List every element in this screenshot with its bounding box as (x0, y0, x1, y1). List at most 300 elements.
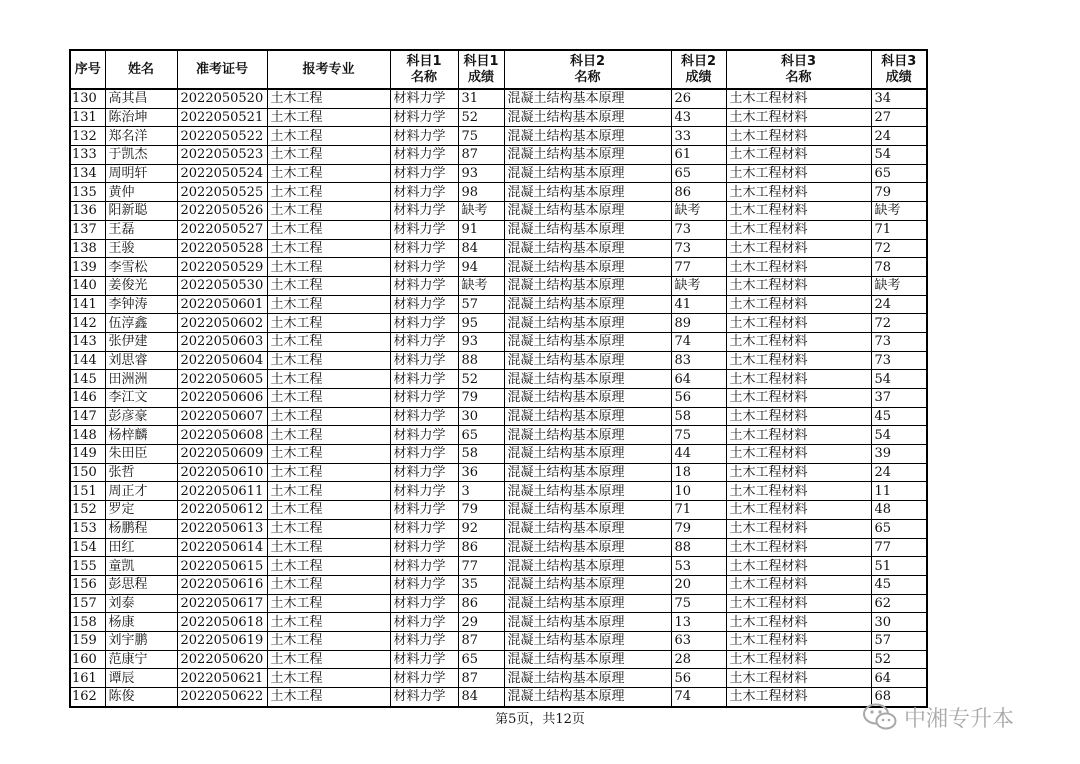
cell-subject3-score: 71 (871, 220, 927, 239)
cell-name: 李江文 (105, 389, 177, 408)
cell-subject1-score: 65 (458, 650, 504, 669)
cell-exam-id: 2022050613 (177, 519, 267, 538)
cell-subject3-score: 54 (871, 370, 927, 389)
cell-subject3-name: 土木工程材料 (726, 538, 871, 557)
cell-seq: 148 (70, 426, 105, 445)
cell-subject1-score: 94 (458, 258, 504, 277)
cell-exam-id: 2022050608 (177, 426, 267, 445)
table-row (70, 370, 927, 389)
cell-exam-id: 2022050622 (177, 688, 267, 707)
cell-subject1-score: 84 (458, 688, 504, 707)
header-name (105, 50, 177, 89)
cell-subject3-name: 土木工程材料 (726, 426, 871, 445)
cell-seq: 131 (70, 108, 105, 127)
cell-seq: 141 (70, 295, 105, 314)
cell-subject1-name: 材料力学 (390, 613, 458, 632)
cell-subject3-score: 39 (871, 445, 927, 464)
cell-subject1-name: 材料力学 (390, 482, 458, 501)
cell-subject2-score: 71 (671, 501, 726, 520)
cell-seq: 135 (70, 183, 105, 202)
header-text: 科目3 (780, 53, 817, 69)
header-exam-id (177, 50, 267, 89)
cell-seq: 159 (70, 631, 105, 650)
cell-subject3-score: 24 (871, 463, 927, 482)
cell-subject2-score: 75 (671, 594, 726, 613)
cell-subject1-score: 35 (458, 575, 504, 594)
cell-subject3-name: 土木工程材料 (726, 202, 871, 221)
cell-subject3-score: 77 (871, 538, 927, 557)
table-row (70, 538, 927, 557)
cell-subject2-name: 混凝土结构基本原理 (504, 220, 671, 239)
cell-subject2-name: 混凝土结构基本原理 (504, 426, 671, 445)
cell-major: 土木工程 (267, 575, 390, 594)
cell-exam-id: 2022050524 (177, 164, 267, 183)
header-subject2-name (504, 50, 671, 89)
cell-subject3-name: 土木工程材料 (726, 108, 871, 127)
cell-subject2-name: 混凝土结构基本原理 (504, 258, 671, 277)
cell-subject1-name: 材料力学 (390, 557, 458, 576)
cell-subject3-score: 73 (871, 332, 927, 351)
cell-seq: 142 (70, 314, 105, 333)
cell-subject1-score: 91 (458, 220, 504, 239)
cell-subject2-name: 混凝土结构基本原理 (504, 613, 671, 632)
header-text: 成绩 (885, 69, 912, 85)
table-row (70, 650, 927, 669)
cell-subject2-name: 混凝土结构基本原理 (504, 239, 671, 258)
cell-name: 张伊建 (105, 332, 177, 351)
cell-name: 杨梓麟 (105, 426, 177, 445)
cell-subject1-score: 84 (458, 239, 504, 258)
cell-subject3-name: 土木工程材料 (726, 389, 871, 408)
cell-major: 土木工程 (267, 220, 390, 239)
cell-subject1-name: 材料力学 (390, 463, 458, 482)
cell-subject1-score: 88 (458, 351, 504, 370)
watermark (862, 699, 1062, 735)
table-row (70, 688, 927, 707)
cell-major: 土木工程 (267, 613, 390, 632)
cell-name: 伍淳鑫 (105, 314, 177, 333)
header-subject3-score (871, 50, 927, 89)
cell-subject1-name: 材料力学 (390, 688, 458, 707)
cell-subject1-score: 98 (458, 183, 504, 202)
cell-subject1-name: 材料力学 (390, 164, 458, 183)
cell-subject2-name: 混凝土结构基本原理 (504, 501, 671, 520)
cell-subject2-name: 混凝土结构基本原理 (504, 127, 671, 146)
header-subject2-score (671, 50, 726, 89)
cell-seq: 157 (70, 594, 105, 613)
cell-exam-id: 2022050527 (177, 220, 267, 239)
cell-exam-id: 2022050522 (177, 127, 267, 146)
cell-subject1-score: 77 (458, 557, 504, 576)
cell-subject2-score: 79 (671, 519, 726, 538)
cell-subject3-name: 土木工程材料 (726, 407, 871, 426)
table-row (70, 669, 927, 688)
cell-subject3-name: 土木工程材料 (726, 146, 871, 165)
cell-name: 王磊 (105, 220, 177, 239)
cell-name: 刘思睿 (105, 351, 177, 370)
cell-subject3-score: 64 (871, 669, 927, 688)
cell-exam-id: 2022050528 (177, 239, 267, 258)
cell-subject1-name: 材料力学 (390, 407, 458, 426)
cell-subject1-score: 93 (458, 164, 504, 183)
cell-exam-id: 2022050621 (177, 669, 267, 688)
cell-subject2-name: 混凝土结构基本原理 (504, 332, 671, 351)
cell-major: 土木工程 (267, 407, 390, 426)
cell-subject2-name: 混凝土结构基本原理 (504, 688, 671, 707)
cell-subject3-score: 62 (871, 594, 927, 613)
cell-major: 土木工程 (267, 669, 390, 688)
cell-subject2-score: 53 (671, 557, 726, 576)
table-row (70, 164, 927, 183)
cell-major: 土木工程 (267, 239, 390, 258)
cell-exam-id: 2022050526 (177, 202, 267, 221)
cell-subject1-name: 材料力学 (390, 295, 458, 314)
cell-subject3-name: 土木工程材料 (726, 164, 871, 183)
cell-subject3-score: 57 (871, 631, 927, 650)
cell-subject3-score: 30 (871, 613, 927, 632)
cell-subject1-name: 材料力学 (390, 332, 458, 351)
cell-subject2-name: 混凝土结构基本原理 (504, 89, 671, 108)
table-row (70, 276, 927, 295)
cell-major: 土木工程 (267, 108, 390, 127)
table-row (70, 519, 927, 538)
cell-seq: 144 (70, 351, 105, 370)
cell-subject2-score: 28 (671, 650, 726, 669)
cell-major: 土木工程 (267, 164, 390, 183)
header-text: 名称 (785, 69, 812, 85)
cell-name: 李钟涛 (105, 295, 177, 314)
header-text: 序号 (74, 61, 101, 77)
cell-subject3-name: 土木工程材料 (726, 557, 871, 576)
cell-subject1-name: 材料力学 (390, 127, 458, 146)
table-row (70, 108, 927, 127)
header-text: 科目1 (406, 53, 442, 69)
cell-name: 李雪松 (105, 258, 177, 277)
cell-name: 周正才 (105, 482, 177, 501)
cell-subject1-score: 79 (458, 389, 504, 408)
header-text: 名称 (574, 69, 601, 85)
cell-name: 范康宁 (105, 650, 177, 669)
cell-name: 刘宇鹏 (105, 631, 177, 650)
cell-subject1-score: 87 (458, 669, 504, 688)
cell-exam-id: 2022050618 (177, 613, 267, 632)
cell-subject2-score: 63 (671, 631, 726, 650)
cell-major: 土木工程 (267, 688, 390, 707)
header-text: 成绩 (685, 69, 712, 85)
cell-subject2-name: 混凝土结构基本原理 (504, 650, 671, 669)
cell-subject1-name: 材料力学 (390, 89, 458, 108)
cell-subject2-name: 混凝土结构基本原理 (504, 314, 671, 333)
cell-subject3-score: 45 (871, 407, 927, 426)
cell-subject2-score: 43 (671, 108, 726, 127)
table-row (70, 426, 927, 445)
cell-subject3-name: 土木工程材料 (726, 575, 871, 594)
cell-subject2-score: 77 (671, 258, 726, 277)
cell-subject1-name: 材料力学 (390, 370, 458, 389)
cell-subject3-score: 48 (871, 501, 927, 520)
cell-seq: 145 (70, 370, 105, 389)
cell-exam-id: 2022050612 (177, 501, 267, 520)
table-row (70, 89, 927, 108)
cell-major: 土木工程 (267, 127, 390, 146)
cell-major: 土木工程 (267, 314, 390, 333)
cell-subject3-score: 68 (871, 688, 927, 707)
cell-subject3-score: 27 (871, 108, 927, 127)
header-major (267, 50, 390, 89)
cell-exam-id: 2022050605 (177, 370, 267, 389)
cell-subject2-name: 混凝土结构基本原理 (504, 538, 671, 557)
cell-subject1-score: 95 (458, 314, 504, 333)
cell-subject2-score: 74 (671, 332, 726, 351)
cell-seq: 146 (70, 389, 105, 408)
cell-subject3-name: 土木工程材料 (726, 127, 871, 146)
cell-exam-id: 2022050525 (177, 183, 267, 202)
cell-subject3-name: 土木工程材料 (726, 631, 871, 650)
cell-subject2-name: 混凝土结构基本原理 (504, 631, 671, 650)
cell-subject3-name: 土木工程材料 (726, 351, 871, 370)
cell-seq: 133 (70, 146, 105, 165)
cell-subject1-score: 57 (458, 295, 504, 314)
cell-seq: 134 (70, 164, 105, 183)
cell-subject2-name: 混凝土结构基本原理 (504, 276, 671, 295)
cell-name: 陈治坤 (105, 108, 177, 127)
cell-exam-id: 2022050530 (177, 276, 267, 295)
header-text: 成绩 (467, 69, 494, 85)
cell-subject3-name: 土木工程材料 (726, 295, 871, 314)
cell-subject3-score: 24 (871, 127, 927, 146)
cell-subject3-name: 土木工程材料 (726, 89, 871, 108)
cell-subject1-score: 30 (458, 407, 504, 426)
cell-seq: 150 (70, 463, 105, 482)
cell-exam-id: 2022050616 (177, 575, 267, 594)
cell-exam-id: 2022050602 (177, 314, 267, 333)
cell-subject2-name: 混凝土结构基本原理 (504, 183, 671, 202)
cell-subject2-score: 73 (671, 220, 726, 239)
cell-subject3-name: 土木工程材料 (726, 370, 871, 389)
header-subject3-name (726, 50, 871, 89)
table-row (70, 482, 927, 501)
cell-subject3-name: 土木工程材料 (726, 688, 871, 707)
cell-subject3-score: 65 (871, 519, 927, 538)
cell-subject1-score: 92 (458, 519, 504, 538)
header-subject1-name (390, 50, 458, 89)
cell-subject2-score: 44 (671, 445, 726, 464)
cell-seq: 140 (70, 276, 105, 295)
cell-subject3-name: 土木工程材料 (726, 501, 871, 520)
cell-subject2-score: 61 (671, 146, 726, 165)
cell-subject1-score: 3 (458, 482, 504, 501)
table-row (70, 202, 927, 221)
cell-subject2-score: 88 (671, 538, 726, 557)
cell-subject1-name: 材料力学 (390, 146, 458, 165)
cell-subject3-score: 45 (871, 575, 927, 594)
cell-subject2-score: 26 (671, 89, 726, 108)
table-row (70, 314, 927, 333)
watermark-text: 中湘专升本 (904, 706, 1015, 732)
table-row (70, 295, 927, 314)
cell-subject2-name: 混凝土结构基本原理 (504, 370, 671, 389)
cell-subject1-score: 缺考 (458, 202, 504, 221)
cell-subject2-name: 混凝土结构基本原理 (504, 351, 671, 370)
cell-subject2-name: 混凝土结构基本原理 (504, 445, 671, 464)
cell-subject1-score: 86 (458, 594, 504, 613)
cell-subject1-name: 材料力学 (390, 108, 458, 127)
cell-subject1-score: 79 (458, 501, 504, 520)
cell-subject3-score: 54 (871, 426, 927, 445)
cell-exam-id: 2022050607 (177, 407, 267, 426)
cell-subject3-name: 土木工程材料 (726, 650, 871, 669)
cell-subject2-score: 13 (671, 613, 726, 632)
cell-subject1-score: 65 (458, 426, 504, 445)
cell-name: 朱田臣 (105, 445, 177, 464)
table-row (70, 463, 927, 482)
cell-subject2-score: 56 (671, 669, 726, 688)
cell-subject2-name: 混凝土结构基本原理 (504, 519, 671, 538)
cell-subject3-name: 土木工程材料 (726, 314, 871, 333)
cell-subject3-name: 土木工程材料 (726, 669, 871, 688)
cell-name: 谭辰 (105, 669, 177, 688)
cell-seq: 153 (70, 519, 105, 538)
cell-subject1-name: 材料力学 (390, 276, 458, 295)
cell-subject2-name: 混凝土结构基本原理 (504, 389, 671, 408)
cell-subject1-name: 材料力学 (390, 650, 458, 669)
cell-seq: 132 (70, 127, 105, 146)
cell-seq: 136 (70, 202, 105, 221)
cell-subject2-name: 混凝土结构基本原理 (504, 594, 671, 613)
cell-seq: 139 (70, 258, 105, 277)
header-text: 科目2 (680, 53, 717, 69)
table-row (70, 332, 927, 351)
cell-subject3-score: 52 (871, 650, 927, 669)
cell-exam-id: 2022050523 (177, 146, 267, 165)
cell-exam-id: 2022050619 (177, 631, 267, 650)
cell-subject1-score: 58 (458, 445, 504, 464)
cell-subject1-name: 材料力学 (390, 258, 458, 277)
cell-subject3-name: 土木工程材料 (726, 239, 871, 258)
table-row (70, 127, 927, 146)
cell-exam-id: 2022050609 (177, 445, 267, 464)
cell-subject1-name: 材料力学 (390, 519, 458, 538)
cell-major: 土木工程 (267, 631, 390, 650)
cell-major: 土木工程 (267, 519, 390, 538)
cell-subject2-score: 65 (671, 164, 726, 183)
cell-subject2-name: 混凝土结构基本原理 (504, 164, 671, 183)
header-text: 姓名 (127, 61, 154, 77)
cell-subject1-score: 75 (458, 127, 504, 146)
cell-subject3-name: 土木工程材料 (726, 613, 871, 632)
cell-subject1-score: 87 (458, 631, 504, 650)
cell-name: 罗定 (105, 501, 177, 520)
cell-subject1-name: 材料力学 (390, 575, 458, 594)
cell-subject1-name: 材料力学 (390, 594, 458, 613)
cell-name: 阳新聪 (105, 202, 177, 221)
cell-name: 郑名洋 (105, 127, 177, 146)
cell-subject2-score: 33 (671, 127, 726, 146)
cell-seq: 143 (70, 332, 105, 351)
cell-name: 刘泰 (105, 594, 177, 613)
cell-subject3-score: 24 (871, 295, 927, 314)
cell-major: 土木工程 (267, 557, 390, 576)
cell-major: 土木工程 (267, 594, 390, 613)
header-text: 名称 (410, 69, 437, 85)
cell-exam-id: 2022050611 (177, 482, 267, 501)
cell-subject3-score: 79 (871, 183, 927, 202)
cell-subject1-name: 材料力学 (390, 426, 458, 445)
cell-subject1-name: 材料力学 (390, 183, 458, 202)
cell-subject3-name: 土木工程材料 (726, 276, 871, 295)
cell-subject1-name: 材料力学 (390, 538, 458, 557)
cell-subject3-score: 51 (871, 557, 927, 576)
cell-subject1-score: 87 (458, 146, 504, 165)
cell-major: 土木工程 (267, 202, 390, 221)
cell-seq: 154 (70, 538, 105, 557)
cell-subject3-score: 37 (871, 389, 927, 408)
cell-subject3-score: 34 (871, 89, 927, 108)
cell-subject2-name: 混凝土结构基本原理 (504, 463, 671, 482)
cell-subject2-score: 56 (671, 389, 726, 408)
cell-subject1-score: 93 (458, 332, 504, 351)
cell-subject1-score: 31 (458, 89, 504, 108)
cell-exam-id: 2022050614 (177, 538, 267, 557)
cell-subject3-name: 土木工程材料 (726, 463, 871, 482)
cell-subject1-name: 材料力学 (390, 351, 458, 370)
table-row (70, 239, 927, 258)
cell-major: 土木工程 (267, 351, 390, 370)
table-body (70, 89, 927, 707)
cell-exam-id: 2022050615 (177, 557, 267, 576)
cell-subject2-score: 75 (671, 426, 726, 445)
cell-subject3-score: 缺考 (871, 276, 927, 295)
cell-name: 张哲 (105, 463, 177, 482)
cell-subject1-score: 52 (458, 370, 504, 389)
wechat-icon (862, 702, 898, 732)
cell-subject3-name: 土木工程材料 (726, 482, 871, 501)
table-row (70, 557, 927, 576)
cell-name: 田红 (105, 538, 177, 557)
cell-major: 土木工程 (267, 146, 390, 165)
cell-exam-id: 2022050603 (177, 332, 267, 351)
cell-name: 杨鹏程 (105, 519, 177, 538)
cell-subject2-score: 58 (671, 407, 726, 426)
cell-exam-id: 2022050606 (177, 389, 267, 408)
table-row (70, 351, 927, 370)
cell-subject1-name: 材料力学 (390, 445, 458, 464)
cell-subject2-score: 73 (671, 239, 726, 258)
cell-seq: 158 (70, 613, 105, 632)
cell-major: 土木工程 (267, 463, 390, 482)
score-table-sheet (69, 49, 928, 708)
cell-subject1-score: 29 (458, 613, 504, 632)
cell-seq: 151 (70, 482, 105, 501)
table-row (70, 594, 927, 613)
cell-exam-id: 2022050610 (177, 463, 267, 482)
cell-major: 土木工程 (267, 482, 390, 501)
cell-subject2-score: 18 (671, 463, 726, 482)
cell-exam-id: 2022050617 (177, 594, 267, 613)
table-row (70, 501, 927, 520)
cell-subject1-name: 材料力学 (390, 669, 458, 688)
cell-exam-id: 2022050601 (177, 295, 267, 314)
cell-subject2-name: 混凝土结构基本原理 (504, 108, 671, 127)
cell-subject1-score: 52 (458, 108, 504, 127)
table-row (70, 146, 927, 165)
cell-subject1-name: 材料力学 (390, 631, 458, 650)
cell-seq: 149 (70, 445, 105, 464)
cell-subject2-name: 混凝土结构基本原理 (504, 482, 671, 501)
header-subject1-score (458, 50, 504, 89)
cell-subject2-name: 混凝土结构基本原理 (504, 146, 671, 165)
cell-major: 土木工程 (267, 426, 390, 445)
